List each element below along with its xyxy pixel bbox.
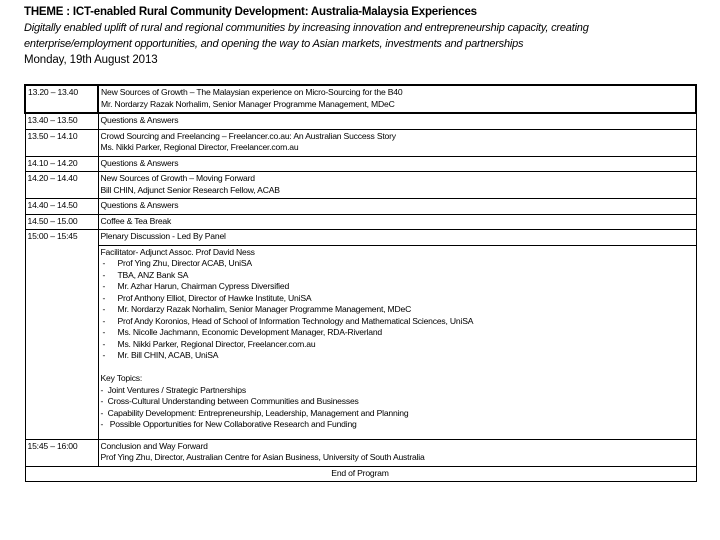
session-title: Questions & Answers (100, 157, 179, 168)
document-header (24, 4, 714, 68)
panelist: - Prof Anthony Elliot, Director of Hawke Institute, UniSA (102, 292, 312, 303)
panelist: - Mr. Bill CHIN, ACAB, UniSA (102, 350, 219, 360)
bullet-dash-icon: - (102, 292, 106, 303)
panelist: - Mr. Nordarzy Razak Norhalim, Senior Manager Programme Management, MDeC (102, 304, 412, 314)
session-details (98, 439, 696, 466)
session-details (98, 172, 696, 199)
program-row (25, 113, 696, 129)
bullet-dash-icon: - (102, 269, 106, 280)
panelist: - Ms. Nicolle Jachmann, Economic Development Manager, RDA-Riverland (102, 327, 383, 337)
theme-subtitle-line-2: enterprise/employment opportunities, and opening the way to Asian markets, investments and partnerships (24, 38, 524, 50)
program-row (25, 199, 696, 215)
spacer (101, 362, 693, 374)
bullet-dash-icon: - (102, 350, 106, 360)
panelist: - TBA, ANZ Bank SA (102, 269, 189, 280)
program-row (25, 172, 696, 199)
bullet-dash-icon: - (102, 304, 106, 314)
bullet-dash-icon: - (102, 258, 106, 268)
key-topic: - Cross-Cultural Understanding between Communities and Businesses (100, 396, 359, 406)
end-row (25, 466, 696, 482)
plenary-title: Plenary Discussion - Led By Panel (100, 231, 226, 241)
session-details (98, 199, 696, 215)
end-of-program: End of Program (25, 466, 696, 482)
panelist: - Prof Andy Koronios, Head of School of Information Technology and Mathematical Sciences, UniSA (102, 315, 474, 326)
program-row (25, 439, 696, 466)
session-title: Questions & Answers (100, 115, 179, 125)
bullet-dash-icon: - (102, 315, 106, 326)
session-time: 15:45 – 16:00 (25, 439, 98, 466)
key-topic: - Possible Opportunities for New Collaborative Research and Funding (100, 419, 357, 429)
session-time: 14.20 – 14.40 (25, 172, 98, 199)
program-row (25, 156, 696, 172)
session-speaker: Mr. Nordarzy Razak Norhalim, Senior Manager Programme Management, MDeC (101, 98, 395, 109)
theme-subtitle-line-1: Digitally enabled uplift of rural and regional communities by increasing innovation and entrepreneurship capacity, creating (24, 22, 589, 34)
program-table (24, 84, 697, 482)
session-title: Crowd Sourcing and Freelancing – Freelancer.co.au: An Australian Success Story (100, 130, 396, 141)
bullet-dash-icon: - (102, 281, 106, 291)
program-row (25, 85, 696, 113)
session-title: Conclusion and Way Forward (100, 440, 208, 451)
panelist: - Ms. Nikki Parker, Regional Director, Freelancer.com.au (102, 338, 316, 349)
session-time: 13.50 – 14.10 (25, 129, 98, 156)
event-date: Monday, 19th August 2013 (24, 54, 158, 66)
key-topic: - Joint Ventures / Strategic Partnerships (100, 384, 246, 395)
session-title: Coffee & Tea Break (100, 215, 172, 226)
program-row (25, 214, 696, 230)
spacer (101, 431, 693, 437)
bullet-dash-icon: - (102, 327, 106, 337)
session-speaker: Prof Ying Zhu, Director, Australian Centre for Asian Business, University of South Australia (100, 452, 425, 462)
session-time: 14.40 – 14.50 (25, 199, 98, 215)
session-details (98, 129, 696, 156)
key-topic: - Capability Development: Entrepreneurship, Leadership, Management and Planning (100, 407, 409, 418)
theme-title: THEME : ICT-enabled Rural Community Development: Australia-Malaysia Experiences (24, 6, 477, 18)
session-details (98, 113, 696, 129)
session-details (98, 85, 696, 113)
session-details (98, 156, 696, 172)
bullet-dash-icon: - (102, 338, 106, 349)
session-title: New Sources of Growth – Moving Forward (100, 173, 255, 183)
program-row-plenary (25, 230, 696, 246)
session-details (98, 214, 696, 230)
program-row (25, 129, 696, 156)
key-topics-label: Key Topics: (100, 373, 143, 383)
panelist: - Prof Ying Zhu, Director ACAB, UniSA (102, 258, 252, 268)
session-time: 14.50 – 15.00 (25, 214, 98, 230)
session-title: New Sources of Growth – The Malaysian experience on Micro-Sourcing for the B40 (101, 87, 403, 97)
panelist: - Mr. Azhar Harun, Chairman Cypress Diversified (102, 281, 290, 291)
plenary-facilitator: Facilitator- Adjunct Assoc. Prof David Ness (100, 246, 255, 257)
session-speaker: Bill CHIN, Adjunct Senior Research Fellow, ACAB (100, 184, 280, 195)
session-time: 13.20 – 13.40 (25, 85, 98, 113)
session-time: 14.10 – 14.20 (25, 156, 98, 172)
session-time: 15:00 – 15:45 (25, 230, 98, 440)
plenary-title-cell (98, 230, 696, 246)
session-speaker: Ms. Nikki Parker, Regional Director, Freelancer.com.au (100, 142, 299, 152)
session-title: Questions & Answers (100, 200, 179, 210)
session-time: 13.40 – 13.50 (25, 113, 98, 129)
plenary-details (98, 245, 696, 439)
program-row-plenary-details (25, 245, 696, 439)
